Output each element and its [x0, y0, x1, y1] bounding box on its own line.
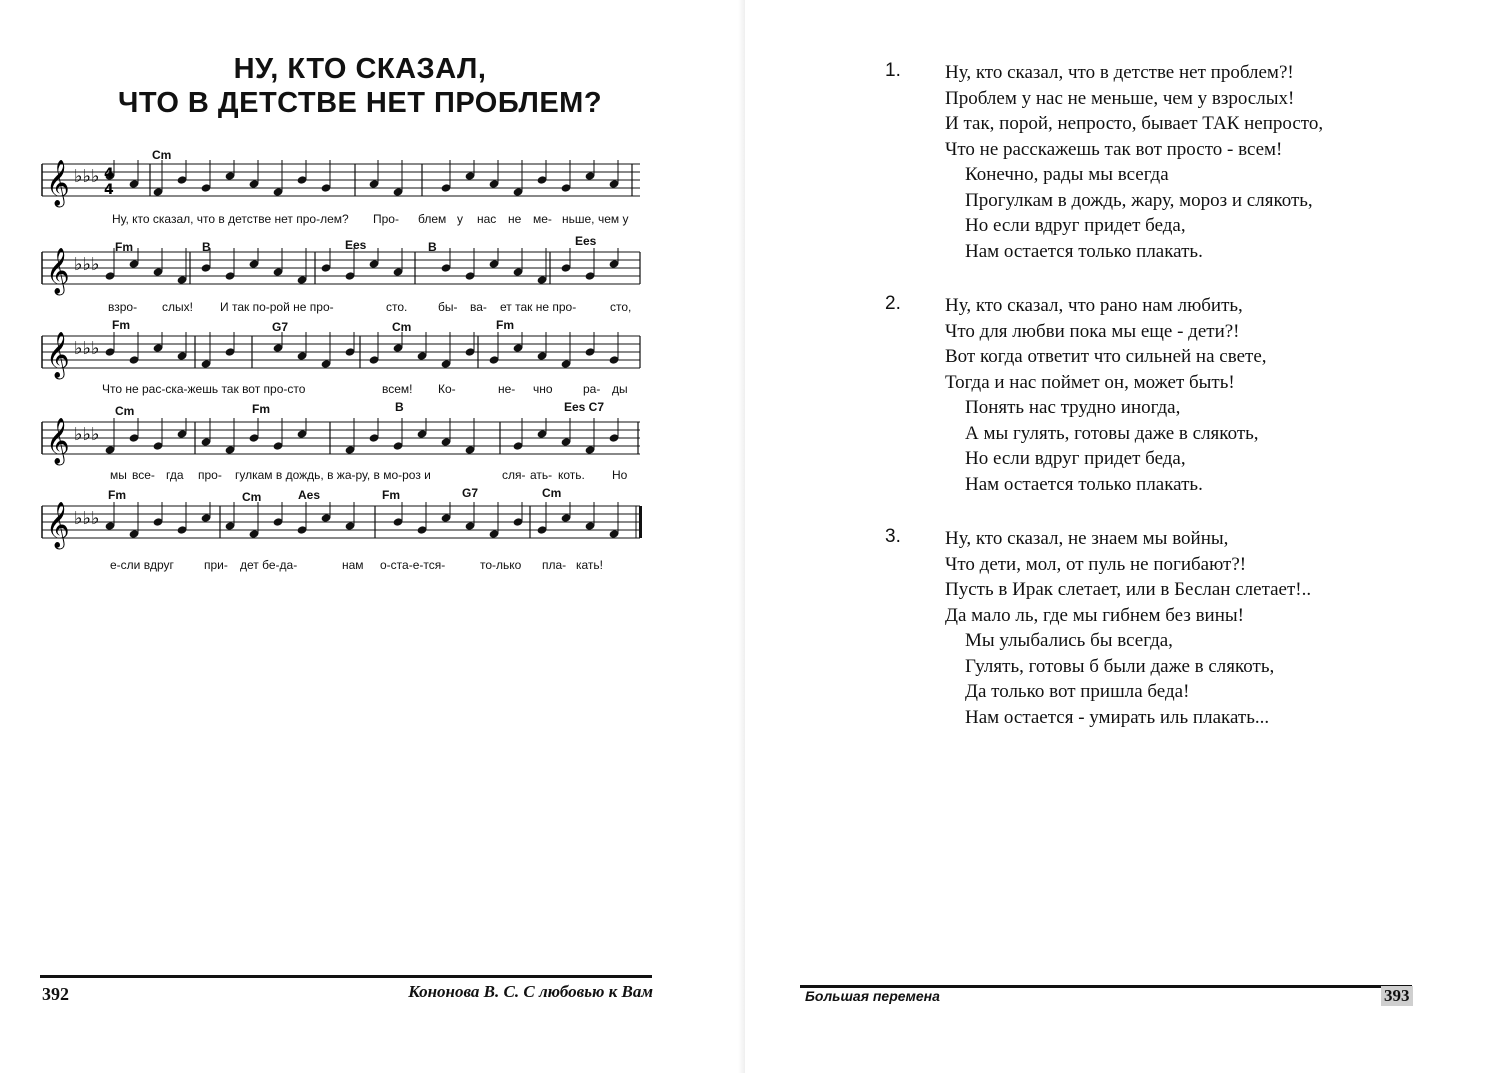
- lyric-syllable: у: [457, 212, 463, 226]
- verse-number: 1.: [885, 60, 901, 81]
- lyric-syllable: ет так не про-: [500, 300, 577, 314]
- sheet-music: [30, 140, 655, 590]
- verse-lines: [945, 293, 1267, 497]
- song-title-line-2: ЧТО В ДЕТСТВЕ НЕТ ПРОБЛЕМ?: [117, 87, 603, 119]
- song-lyrics: [885, 60, 1445, 759]
- verse-line: Гулять, готовы б были даже в слякоть,: [965, 655, 1275, 677]
- lyric-line: [30, 558, 655, 572]
- lyric-syllable: нам: [342, 558, 364, 572]
- lyric-syllable: И так по-рой не про-: [220, 300, 334, 314]
- chord: Cm: [242, 490, 262, 504]
- verse-line: Да мало ль, где мы гибнем без вины!: [945, 604, 1244, 626]
- lyric-syllable: слых!: [162, 300, 193, 314]
- chord: Cm: [542, 486, 562, 500]
- chord: B: [395, 400, 404, 414]
- right-page: [745, 0, 1485, 1073]
- chord: Fm: [112, 318, 130, 332]
- treble-clef-icon: 𝄞: [46, 248, 70, 294]
- lyric-syllable: при-: [204, 558, 228, 572]
- verse-lines: [945, 526, 1311, 730]
- verse-line: Ну, кто сказал, что рано нам любить,: [945, 295, 1243, 316]
- chord: Fm: [108, 488, 126, 502]
- verse-3: [885, 526, 1445, 732]
- chord: Fm: [252, 402, 270, 416]
- verse-1: [885, 60, 1445, 266]
- key-signature-flats-icon: ♭♭♭: [74, 424, 100, 445]
- verse-line: Нам остается только плакать.: [965, 473, 1203, 495]
- verse-line: Пусть в Ирак слетает, или в Беслан слетает!..: [945, 579, 1312, 600]
- chord: Ees: [345, 238, 367, 252]
- lyric-syllable: сля-: [502, 468, 526, 482]
- song-title-line-1: НУ, КТО СКАЗАЛ,: [233, 53, 487, 85]
- verse-line: Да только вот пришла беда!: [965, 681, 1190, 702]
- chord: Cm: [392, 320, 412, 334]
- verse-line: Прогулкам в дождь, жару, мороз и слякоть,: [965, 189, 1313, 211]
- song-title: [60, 52, 660, 120]
- chord: Ees: [575, 234, 597, 248]
- verse-line: А мы гулять, готовы даже в слякоть,: [965, 422, 1259, 444]
- music-system-4: [30, 400, 655, 488]
- lyric-syllable: бы-: [438, 300, 458, 314]
- lyric-syllable: ды: [612, 382, 628, 396]
- chord: G7: [272, 320, 289, 334]
- lyric-syllable: о-ста-е-тся-: [380, 558, 446, 572]
- time-signature-icon: 4: [104, 166, 114, 182]
- lyric-syllable: не-: [498, 382, 516, 396]
- verse-lines: [945, 60, 1323, 264]
- lyric-syllable: ме-: [533, 212, 552, 226]
- lyric-line: [30, 300, 655, 316]
- lyric-syllable: чем у: [598, 212, 629, 226]
- lyric-syllable: дет бе-да-: [240, 558, 298, 572]
- verse-line: Нам остается только плакать.: [965, 240, 1203, 262]
- verse-line: Проблем у нас не меньше, чем у взрослых!: [945, 87, 1295, 109]
- lyric-syllable: Про-: [373, 212, 399, 226]
- lyric-syllable: то-лько: [480, 558, 522, 572]
- verse-line: Что не расскажешь так вот просто - всем!: [945, 138, 1283, 160]
- lyric-syllable: сто,: [610, 300, 632, 314]
- page-number: 392: [42, 984, 69, 1004]
- lyric-syllable: Но: [612, 468, 628, 482]
- verse-line: Ну, кто сказал, что в детстве нет проблем?!: [945, 62, 1294, 83]
- chord: B: [202, 240, 211, 254]
- chord: G7: [462, 486, 479, 500]
- lyric-syllable: не: [508, 212, 522, 226]
- treble-clef-icon: 𝄞: [46, 418, 70, 464]
- verse-line: Но если вдруг придет беда,: [965, 448, 1186, 469]
- lyric-syllable: мы: [110, 468, 127, 482]
- lyric-syllable: Ну, кто сказал, что в детстве нет про-лем?: [112, 212, 349, 226]
- verse-number: 3.: [885, 526, 901, 547]
- treble-clef-icon: 𝄞: [46, 160, 70, 206]
- lyric-line: [30, 212, 655, 228]
- chord: Ees C7: [564, 400, 605, 414]
- key-signature-flats-icon: ♭♭♭: [74, 338, 100, 359]
- lyric-syllable: ать-: [530, 468, 553, 482]
- verse-line: Ну, кто сказал, не знаем мы войны,: [945, 528, 1229, 549]
- lyric-syllable: про-: [198, 468, 222, 482]
- verse-line: Что для любви пока мы еще - дети?!: [945, 320, 1240, 342]
- footer-running-head: Кононова В. С. С любовью к Вам: [408, 982, 653, 1001]
- verse-number: 2.: [885, 293, 901, 314]
- footer-running-head: Большая перемена: [805, 988, 940, 1004]
- verse-line: Но если вдруг придет беда,: [965, 215, 1186, 236]
- time-signature-icon: 4: [104, 182, 114, 198]
- lyric-syllable: е-сли вдруг: [110, 558, 174, 572]
- verse-line: Нам остается - умирать иль плакать...: [965, 706, 1270, 728]
- lyric-syllable: сто.: [386, 300, 408, 314]
- page-number: 393: [1381, 986, 1413, 1006]
- chord: Fm: [115, 240, 133, 254]
- lyric-syllable: чно: [533, 382, 553, 396]
- lyric-syllable: Ко-: [438, 382, 456, 396]
- verse-line: Что дети, мол, от пуль не погибают?!: [945, 553, 1247, 575]
- lyric-syllable: все-: [132, 468, 155, 482]
- verse-line: Тогда и нас поймет он, может быть!: [945, 371, 1235, 393]
- lyric-syllable: гулкам в дождь, в жа-ру, в мо-роз и: [235, 468, 431, 482]
- verse-line: Понять нас трудно иногда,: [965, 397, 1181, 418]
- treble-clef-icon: 𝄞: [46, 502, 70, 548]
- verse-line: Конечно, рады мы всегда: [965, 164, 1169, 185]
- lyric-syllable: нас: [477, 212, 497, 226]
- music-system-1: [30, 140, 655, 228]
- chord: B: [428, 240, 437, 254]
- lyric-syllable: всем!: [382, 382, 413, 396]
- lyric-syllable: взро-: [108, 300, 138, 314]
- lyric-syllable: Что не рас-ска-жешь так вот про-сто: [102, 382, 306, 396]
- chord: Fm: [496, 318, 514, 332]
- lyric-syllable: блем: [418, 212, 447, 226]
- lyric-syllable: ньше,: [562, 212, 595, 226]
- lyric-syllable: ра-: [583, 382, 601, 396]
- key-signature-flats-icon: ♭♭♭: [74, 254, 100, 275]
- music-system-5: [30, 484, 655, 572]
- lyric-syllable: пла-: [542, 558, 567, 572]
- lyric-syllable: коть.: [558, 468, 585, 482]
- key-signature-flats-icon: ♭♭♭: [74, 166, 100, 187]
- lyric-syllable: кать!: [576, 558, 604, 572]
- verse-line: И так, порой, непросто, бывает ТАК непросто,: [945, 113, 1324, 134]
- chord: Cm: [115, 404, 135, 418]
- chord: Fm: [382, 488, 400, 502]
- key-signature-flats-icon: ♭♭♭: [74, 508, 100, 529]
- chord: Cm: [152, 148, 172, 162]
- lyric-syllable: ва-: [470, 300, 487, 314]
- chord: Aes: [298, 488, 321, 502]
- verse-2: [885, 293, 1445, 499]
- footer-rule: [40, 975, 652, 978]
- treble-clef-icon: 𝄞: [46, 332, 70, 378]
- verse-line: Мы улыбались бы всегда,: [965, 630, 1173, 651]
- music-system-2: [30, 228, 655, 316]
- music-system-3: [30, 316, 655, 404]
- verse-line: Вот когда ответит что сильней на свете,: [945, 346, 1267, 367]
- lyric-syllable: гда: [166, 468, 184, 482]
